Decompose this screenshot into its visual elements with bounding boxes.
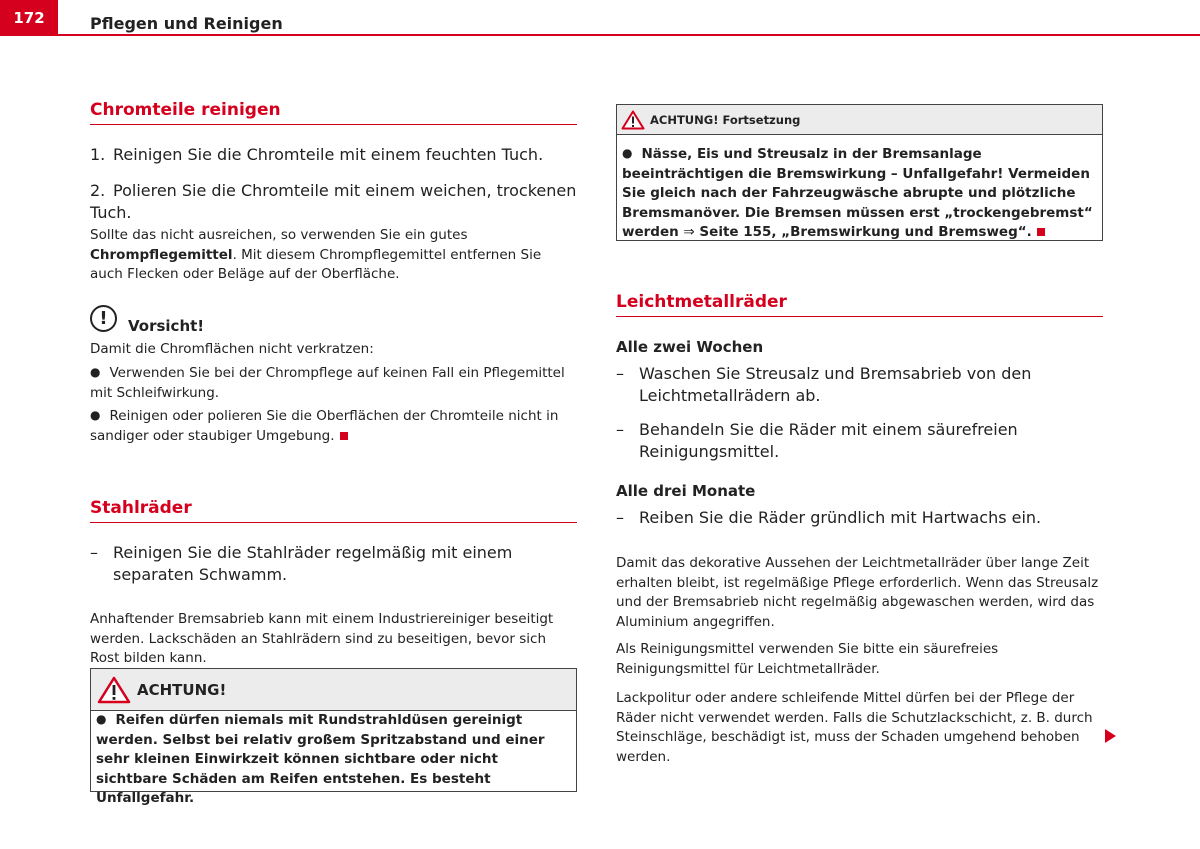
- alloy-dash-item-3: [616, 507, 1103, 529]
- dash-text: Reiben Sie die Räder gründlich mit Hartwachs ein.: [639, 508, 1042, 527]
- dash-text: Behandeln Sie die Räder mit einem säurefreien Reinigungsmittel.: [639, 420, 1018, 461]
- alloy-paragraph-1: Damit das dekorative Aussehen der Leichtmetallräder über lange Zeit erhalten bleibt, ist regelmäßige Pflege erforderlich. Wenn das Streusalz und der Bremsabrieb nicht regelmäßig abgewaschen werden, wird das Aluminium angegriffen.: [616, 555, 1099, 630]
- para-bold-term: Chrompflegemittel: [90, 246, 233, 263]
- continue-arrow-icon: [1105, 729, 1116, 743]
- para-text: . Mit diesem Chrompflegemittel entfernen Sie auch Flecken oder Beläge auf der Oberfläche.: [90, 246, 542, 282]
- page-reference-link[interactable]: Seite 155, „Bremswirkung und Bremsweg“.: [694, 224, 1032, 240]
- dash-marker: –: [90, 543, 98, 562]
- warning-text: ● Nässe, Eis und Streusalz in der Bremsanlage beeinträchtigen die Bremswirkung – Unfallgefahr! Vermeiden Sie gleich nach der Fahrzeugwäsche abrupte und plötzliche Bremsmanöver. Die Bremsen müssen erst „trockengebremst“ werden: [622, 146, 1093, 240]
- steel-dash-item: [90, 542, 577, 586]
- dash-marker: –: [616, 364, 624, 383]
- warning-continued-text: [617, 135, 1102, 243]
- chrome-paragraph: [90, 226, 577, 285]
- page-number: 172: [0, 0, 58, 36]
- subheading-every-three-months: Alle drei Monate: [616, 482, 756, 500]
- end-of-section-marker: [340, 432, 348, 440]
- para-text: Sollte das nicht ausreichen, so verwenden Sie ein gutes: [90, 227, 468, 243]
- warning-text: ● Reifen dürfen niemals mit Rundstrahldüsen gereinigt werden. Selbst bei relativ großem Spritzabstand und einer sehr kleinen Einwirkzeit können sichtbare oder nicht sichtbare Schäden am Reifen entstehen. Es besteht Unfallgefahr.: [91, 711, 576, 809]
- alloy-paragraph-2: Als Reinigungsmittel verwenden Sie bitte ein säurefreies Reinigungsmittel für Leichtmetallräder.: [616, 641, 999, 677]
- caution-intro: Damit die Chromflächen nicht verkratzen:: [90, 341, 374, 357]
- warning-triangle-icon: [621, 110, 645, 130]
- step-2: [90, 180, 577, 224]
- warning-title: ACHTUNG!: [137, 680, 227, 699]
- dash-text: Waschen Sie Streusalz und Bremsabrieb von den Leichtmetallrädern ab.: [639, 364, 1032, 405]
- step-number: 2.: [90, 181, 106, 200]
- warning-continued-box: [616, 104, 1103, 241]
- step-text: Polieren Sie die Chromteile mit einem weichen, trockenen Tuch.: [90, 181, 577, 222]
- heading-alloy-wheels: Leichtmetallräder: [616, 292, 1103, 317]
- warning-triangle-icon: [97, 676, 131, 704]
- step-number: 1.: [90, 145, 106, 164]
- dash-marker: –: [616, 508, 624, 527]
- caution-bullet-2: [90, 407, 577, 446]
- subheading-every-two-weeks: Alle zwei Wochen: [616, 338, 764, 356]
- dash-marker: –: [616, 420, 624, 439]
- warning-box: [90, 668, 577, 806]
- arrow-right-icon: ⇒: [683, 224, 695, 240]
- running-header-title: Pflegen und Reinigen: [90, 14, 283, 33]
- heading-chrome: Chromteile reinigen: [90, 100, 577, 125]
- bullet-text: ● Reinigen oder polieren Sie die Oberflächen der Chromteile nicht in sandiger oder staubiger Umgebung.: [90, 408, 558, 444]
- step-text: Reinigen Sie die Chromteile mit einem feuchten Tuch.: [113, 145, 544, 164]
- alloy-dash-item-2: [616, 419, 1103, 463]
- warning-box-header: [91, 669, 576, 711]
- warning-continued-title: ACHTUNG! Fortsetzung: [650, 112, 801, 127]
- header-rule: [0, 34, 1200, 36]
- exclamation-circle-icon: !: [90, 305, 117, 332]
- caution-bullet-1: ● Verwenden Sie bei der Chrompflege auf keinen Fall ein Pflegemittel mit Schleifwirkung.: [90, 364, 577, 403]
- caution-title: Vorsicht!: [128, 317, 205, 335]
- warning-continued-header: [617, 105, 1102, 135]
- step-1: [90, 144, 577, 166]
- end-of-section-marker: [1037, 228, 1045, 236]
- alloy-dash-item-1: [616, 363, 1103, 407]
- heading-steel-wheels: Stahlräder: [90, 498, 577, 523]
- alloy-paragraph-3: Lackpolitur oder andere schleifende Mittel dürfen bei der Pflege der Räder nicht verwendet werden. Falls die Schutzlackschicht, z. B. durch Steinschläge, beschädigt ist, muss der Schaden umgehend behoben werden.: [616, 690, 1093, 765]
- dash-text: Reinigen Sie die Stahlräder regelmäßig mit einem separaten Schwamm.: [113, 543, 513, 584]
- steel-paragraph: Anhaftender Bremsabrieb kann mit einem Industriereiniger beseitigt werden. Lackschäden an Stahlrädern sind zu beseitigen, bevor sich Rost bilden kann.: [90, 611, 554, 666]
